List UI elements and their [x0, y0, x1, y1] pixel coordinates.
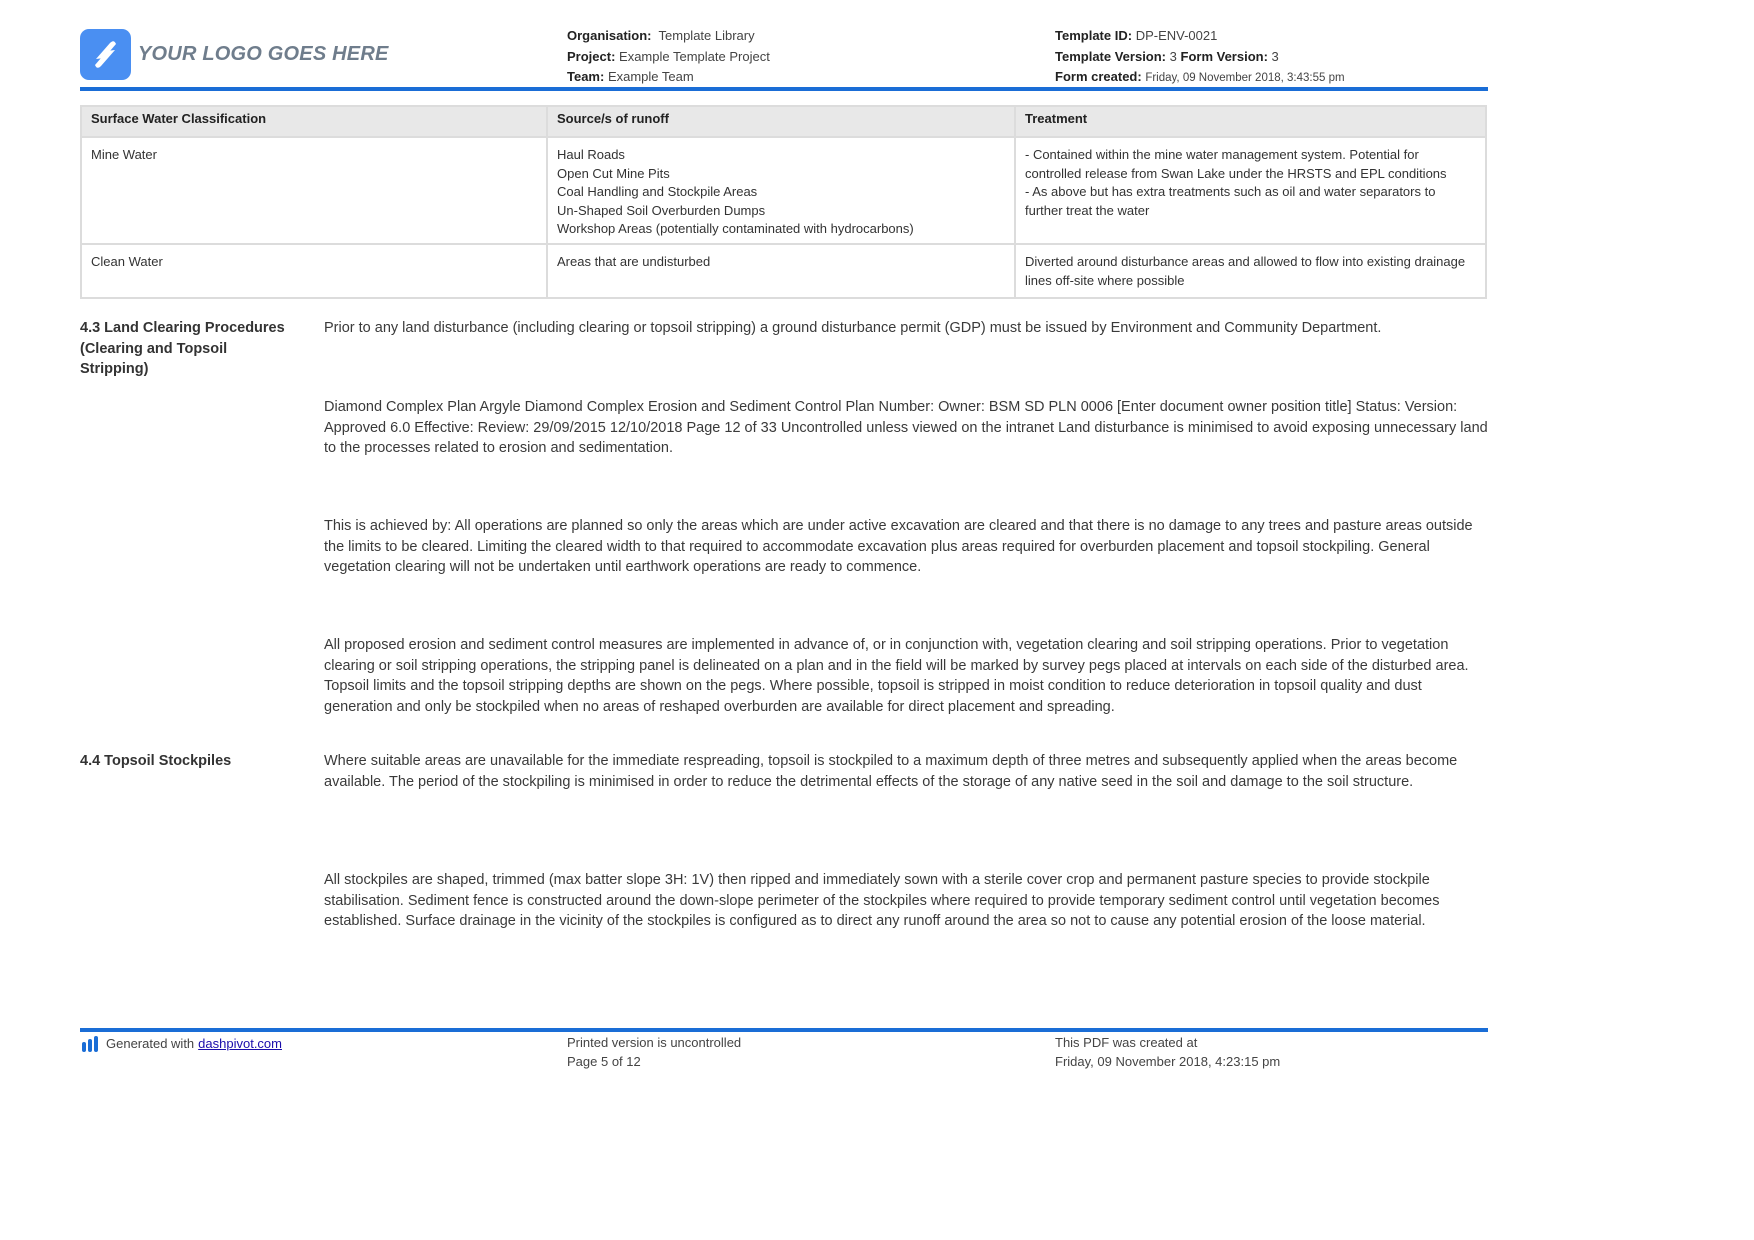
organisation-value: Template Library — [658, 28, 755, 43]
form-version-label: Form Version: — [1180, 48, 1268, 64]
organisation-label: Organisation: — [567, 28, 652, 43]
template-id-line — [1055, 26, 1345, 47]
column-header: Surface Water Classification — [82, 107, 546, 136]
treatment-item: - Contained within the mine water management system. Potential for controlled release from Swan Lake under the HRSTS and EPL conditions — [1025, 147, 1447, 181]
source-item: Areas that are undisturbed — [557, 253, 711, 269]
header-meta-right — [1055, 26, 1345, 89]
page-number: Page 5 of 12 — [567, 1054, 641, 1069]
form-created-line — [1055, 67, 1345, 89]
pdf-created-label: This PDF was created at — [1055, 1035, 1198, 1050]
project-label: Project: — [567, 48, 616, 64]
logo-icon — [80, 29, 131, 80]
project-value: Example Template Project — [619, 48, 770, 64]
footer-created-info — [1055, 1033, 1280, 1071]
treatment-cell — [1016, 138, 1485, 243]
generated-with — [80, 1033, 282, 1053]
organisation-line — [567, 26, 770, 47]
form-created-label: Form created: — [1055, 69, 1142, 84]
footer-divider — [80, 1028, 1488, 1032]
template-id-label: Template ID: — [1055, 28, 1133, 43]
column-header: Source/s of runoff — [548, 107, 1014, 136]
source-item: Workshop Areas (potentially contaminated with hydrocarbons) — [557, 221, 914, 237]
section-paragraph: Prior to any land disturbance (including clearing or topsoil stripping) a ground disturbance permit (GDP) must be issued by Environment and Community Department. — [324, 320, 1382, 336]
project-line — [567, 47, 770, 68]
form-created-value: Friday, 09 November 2018, 3:43:55 pm — [1145, 72, 1345, 84]
table-row — [82, 245, 1485, 297]
section-title-land-clearing: 4.3 Land Clearing Procedures (Clearing and Topsoil Stripping) — [80, 320, 285, 377]
template-version-value: 3 — [1169, 48, 1177, 64]
dashpivot-bars-icon — [80, 1033, 102, 1053]
sources-cell — [548, 138, 1014, 243]
uncontrolled-notice: Printed version is uncontrolled — [567, 1035, 742, 1050]
section-title-topsoil-stockpiles: 4.4 Topsoil Stockpiles — [80, 753, 232, 769]
classification-cell: Clean Water — [82, 245, 546, 297]
treatment-item: - As above but has extra treatments such as oil and water separators to further treat the water — [1025, 184, 1436, 218]
surface-water-table — [80, 105, 1487, 299]
header-divider — [80, 87, 1488, 91]
section-paragraph: Diamond Complex Plan Argyle Diamond Complex Erosion and Sediment Control Plan Number: Owner: BSM SD PLN 0006 [Enter document owner position title] Status: Version: Approved 6.0 Effective: Review: 29/09/2015 12/10/2018 Page 12 of 33 Uncontrolled unless viewed on the intranet Land disturbance is minimised to avoid exposing unnecessary land to the processes related to erosion and sedimentation. — [324, 399, 1488, 456]
generated-with-text: Generated with — [106, 1035, 195, 1051]
sources-cell — [548, 245, 1014, 297]
logo-text: YOUR LOGO GOES HERE — [138, 43, 389, 65]
treatment-cell — [1016, 245, 1485, 297]
section-paragraph: All proposed erosion and sediment control measures are implemented in advance of, or in conjunction with, vegetation clearing and soil stripping operations. Prior to vegetation clearing or soil stripping operations, the stripping panel is delineated on a plan and in the field will be marked by survey pegs placed at intervals on each side of the disturbed area. Topsoil limits and the topsoil stripping depths are shown on the pegs. Where possible, topsoil is stripped in moist condition to reduce deterioration in topsoil quality and dust generation and only be stockpiled when no areas of reshaped overburden are available for direct placement and spreading. — [324, 637, 1469, 715]
source-item: Coal Handling and Stockpile Areas — [557, 184, 758, 200]
footer-print-info — [567, 1033, 741, 1071]
header-meta-left — [567, 26, 770, 88]
source-item: Un-Shaped Soil Overburden Dumps — [557, 202, 766, 218]
treatment-item: Diverted around disturbance areas and allowed to flow into existing drainage lines off-site where possible — [1025, 253, 1466, 288]
section-paragraph: Where suitable areas are unavailable for the immediate respreading, topsoil is stockpiled to a maximum depth of three metres and subsequently applied when the areas become available. The period of the stockpiling is minimised in order to reduce the detrimental effects of the storage of any native seed in the soil and damage to the soil structure. — [324, 753, 1458, 790]
template-version-label: Template Version: — [1055, 48, 1167, 64]
team-line — [567, 67, 770, 88]
version-line — [1055, 47, 1345, 68]
classification-cell: Mine Water — [82, 138, 546, 243]
section-paragraph: This is achieved by: All operations are planned so only the areas which are under active excavation are cleared and that there is no damage to any trees and pasture areas outside the limits to be cleared. Limiting the cleared width to that required to accommodate excavation plus areas required for overburden placement and topsoil stockpiling. General vegetation clearing will not be undertaken until earthwork operations are ready to commence. — [324, 518, 1473, 575]
template-id-value: DP-ENV-0021 — [1135, 28, 1218, 43]
team-value: Example Team — [607, 69, 694, 84]
dashpivot-link[interactable]: dashpivot.com — [198, 1035, 282, 1051]
form-version-value: 3 — [1271, 48, 1279, 64]
column-header: Treatment — [1016, 107, 1485, 136]
pdf-created-date: Friday, 09 November 2018, 4:23:15 pm — [1055, 1054, 1281, 1069]
source-item: Haul Roads — [557, 147, 625, 162]
table-row — [82, 138, 1485, 243]
section-paragraph: All stockpiles are shaped, trimmed (max batter slope 3H: 1V) then ripped and immediately sown with a sterile cover crop and permanent pasture species to provide stockpile stabilisation. Sediment fence is constructed around the down-slope perimeter of the stockpiles where required to provide temporary sediment control until vegetation becomes established. Surface drainage in the vicinity of the stockpiles is configured as to direct any runoff around the area so not to cause any potential erosion of the loose material. — [324, 872, 1440, 929]
team-label: Team: — [567, 69, 605, 84]
table-header-row — [82, 107, 1485, 136]
source-item: Open Cut Mine Pits — [557, 165, 670, 181]
